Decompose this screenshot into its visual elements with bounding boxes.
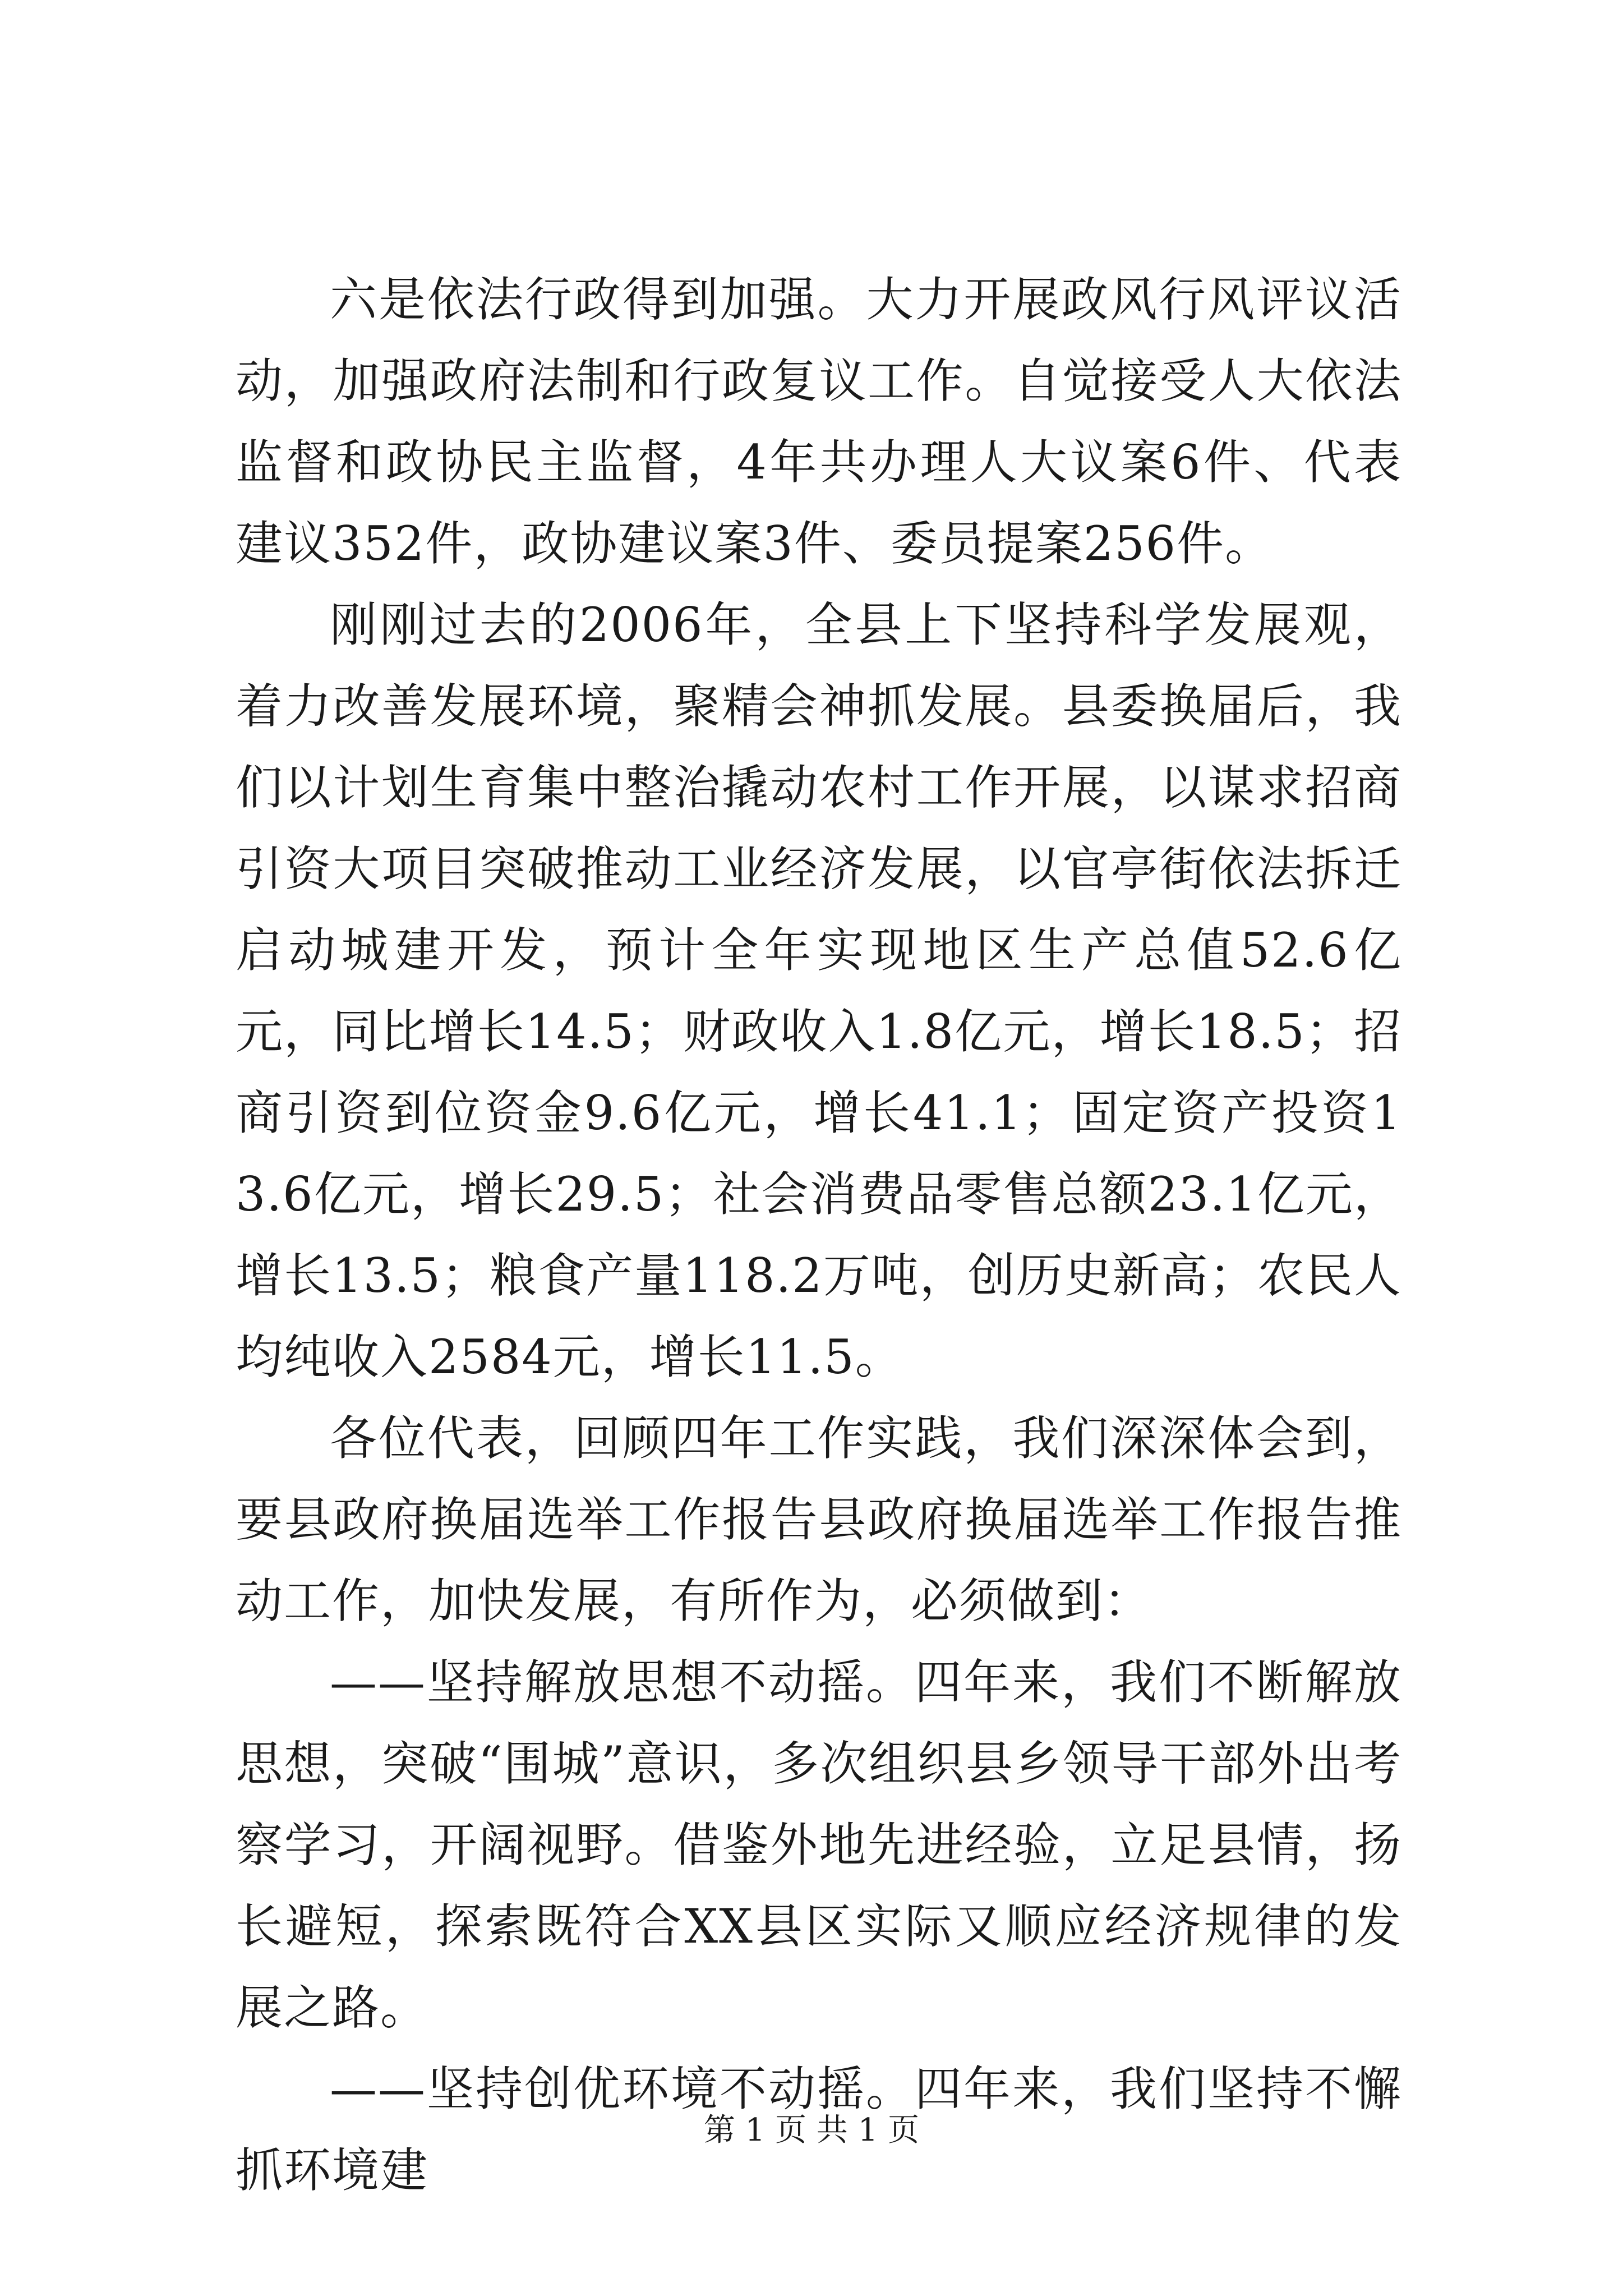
page-number-footer: 第 1 页 共 1 页 <box>703 2112 920 2148</box>
paragraph-2006-review: 刚刚过去的2006年，全县上下坚持科学发展观，着力改善发展环境，聚精会神抓发展。县委换届后，我们以计划生育集中整治撬动农村工作开展，以谋求招商引资大项目突破推动工业经济发展，以官亭街依法拆迁启动城建开发，预计全年实现地区生产总值52.6亿元，同比增长14.5；财政收入1.8亿元，增长18.5；招商引资到位资金9.6亿元，增长41.1；固定资产投资13.6亿元，增长29.5；社会消费品零售总额23.1亿元，增长13.5；粮食产量118.2万吨，创历史新高；农民人均纯收入2584元，增长11.5。 <box>236 597 1402 1384</box>
paragraph-rule-of-law: 六是依法行政得到加强。大力开展政风行风评议活动，加强政府法制和行政复议工作。自觉接受人大依法监督和政协民主监督，4年共办理人大议案6件、代表建议352件，政协建议案3件、委员提案256件。 <box>236 272 1402 571</box>
paragraph-emancipate-mind: ——坚持解放思想不动摇。四年来，我们不断解放思想，突破“围城”意识，多次组织县乡领导干部外出考察学习，开阔视野。借鉴外地先进经验，立足县情，扬长避短，探索既符合XX县区实际又顺应经济规律的发展之路。 <box>236 1655 1402 2035</box>
paragraph-experience-intro: 各位代表，回顾四年工作实践，我们深深体会到，要县政府换届选举工作报告县政府换届选举工作报告推动工作，加快发展，有所作为，必须做到： <box>236 1411 1402 1628</box>
paragraph-optimize-environment: ——坚持创优环境不动摇。四年来，我们坚持不懈抓环境建 <box>236 2062 1402 2198</box>
document-body <box>236 259 1402 2211</box>
